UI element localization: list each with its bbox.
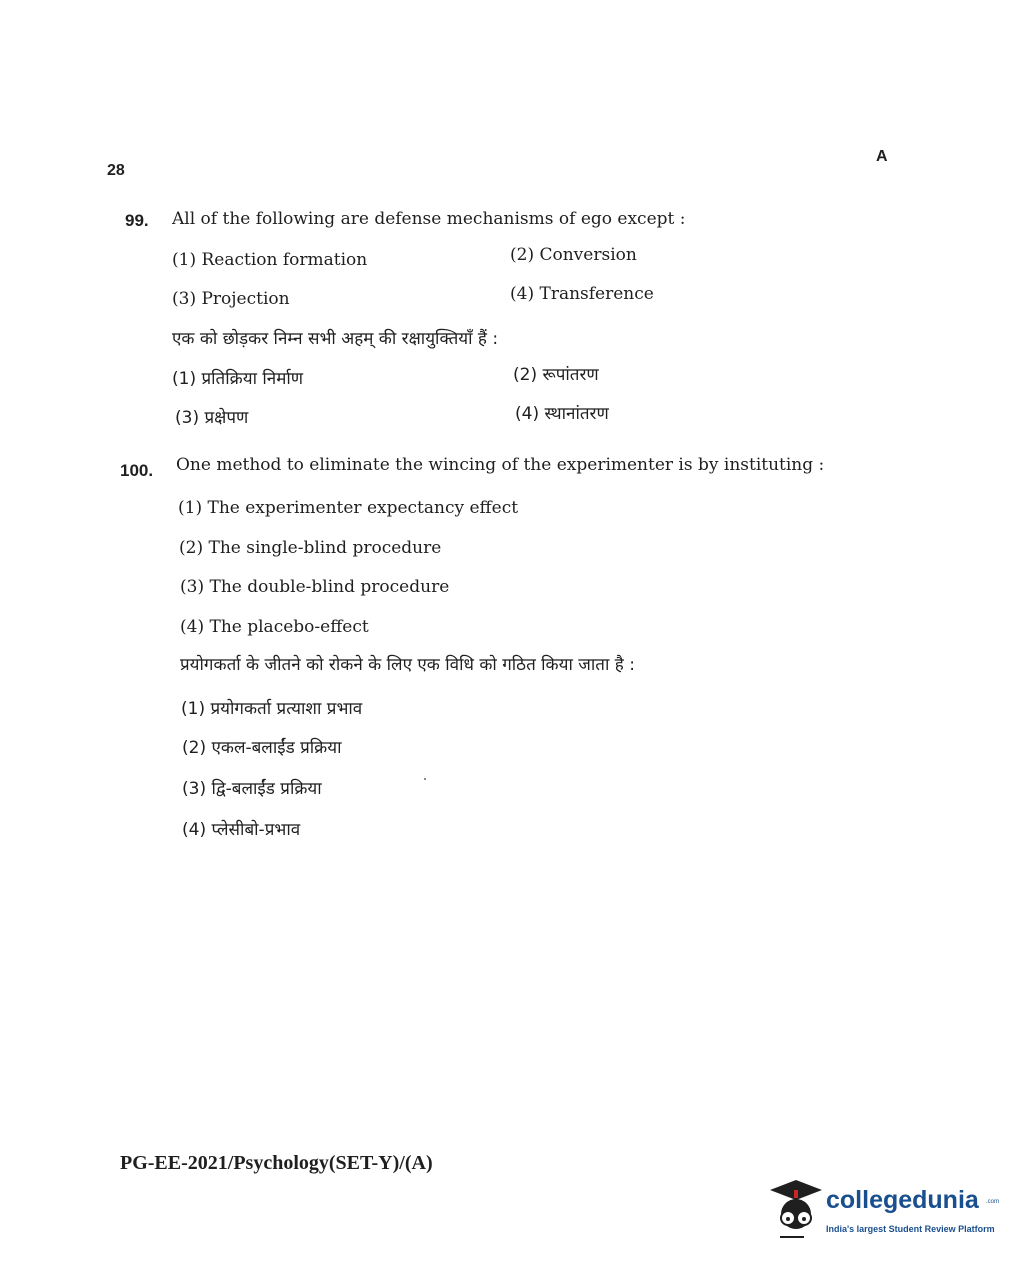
option-en-1: (1) Reaction formation	[172, 250, 368, 270]
option-en-4: (4) The placebo-effect	[180, 617, 369, 637]
option-hi-1: (1) प्रतिक्रिया निर्माण	[172, 369, 304, 389]
page-number: 28	[107, 162, 125, 179]
option-hi-4: (4) स्थानांतरण	[515, 404, 609, 424]
question-number: 100.	[120, 461, 154, 480]
logo-wordmark: collegedunia	[826, 1186, 979, 1214]
logo-dotcom: .com	[986, 1199, 1000, 1205]
question-text-en: All of the following are defense mechanisms of ego except :	[172, 209, 686, 229]
question-text-en: One method to eliminate the wincing of the experimenter is by instituting :	[176, 455, 825, 475]
option-en-2: (2) Conversion	[510, 245, 637, 265]
exam-code: PG-EE-2021/Psychology(SET-Y)/(A)	[120, 1152, 433, 1174]
option-en-2: (2) The single-blind procedure	[179, 538, 442, 558]
option-en-1: (1) The experimenter expectancy effect	[178, 498, 519, 518]
option-en-3: (3) The double-blind procedure	[180, 577, 450, 597]
option-hi-4: (4) प्लेसीबो-प्रभाव	[182, 820, 301, 840]
question-text-hi: प्रयोगकर्ता के जीतने को रोकने के लिए एक विधि को गठित किया जाता है :	[180, 655, 635, 675]
option-hi-1: (1) प्रयोगकर्ता प्रत्याशा प्रभाव	[181, 699, 363, 719]
option-hi-2: (2) रूपांतरण	[513, 365, 599, 385]
option-hi-3: (3) प्रक्षेपण	[175, 408, 249, 428]
question-text-hi: एक को छोड़कर निम्न सभी अहम् की रक्षायुक्तियाँ हैं :	[172, 329, 499, 349]
logo-tagline: India's largest Student Review Platform	[826, 1224, 995, 1234]
option-en-3: (3) Projection	[172, 289, 290, 309]
scan-speck	[424, 778, 426, 780]
option-en-4: (4) Transference	[510, 284, 654, 304]
set-letter: A	[876, 148, 888, 165]
option-hi-3: (3) द्वि-बलाईंड प्रक्रिया	[182, 779, 322, 799]
student-mascot-icon	[766, 1178, 824, 1248]
question-number: 99.	[125, 211, 149, 230]
option-hi-2: (2) एकल-बलाईंड प्रक्रिया	[182, 738, 342, 758]
